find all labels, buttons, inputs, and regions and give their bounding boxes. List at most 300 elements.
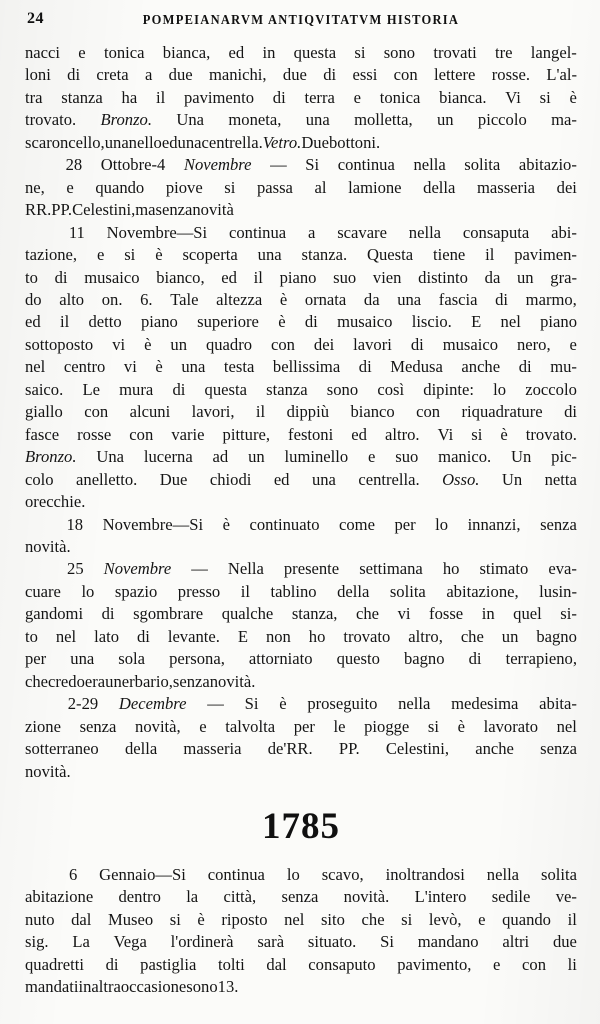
word: vien — [372, 267, 402, 287]
word: per — [25, 649, 47, 669]
text-block-upper — [25, 42, 577, 783]
word: attorniato — [248, 649, 313, 669]
word: senza — [540, 514, 577, 534]
text-line — [25, 334, 577, 356]
word: Museo — [107, 909, 154, 929]
word: stanza — [61, 87, 103, 107]
word: zione — [25, 716, 61, 736]
word: nella — [408, 222, 442, 242]
word: quadretti — [25, 954, 84, 974]
word: manichi, — [208, 65, 267, 85]
word: della — [124, 739, 158, 759]
word: di — [136, 626, 150, 646]
word: ha — [121, 87, 138, 107]
word: manico. — [438, 447, 492, 467]
word: presso — [177, 581, 221, 601]
word: a — [144, 65, 153, 85]
word: Novembre—Si — [102, 514, 204, 534]
word: era — [84, 671, 106, 691]
word: ho — [308, 626, 326, 646]
word: terrapieno, — [505, 649, 577, 669]
word: una — [397, 289, 422, 309]
emphasised-word: Osso. — [442, 469, 480, 489]
word: città, — [223, 887, 257, 907]
word: della — [423, 177, 456, 197]
word: nel — [556, 716, 577, 736]
word: dal — [71, 909, 92, 929]
word: nel — [500, 312, 521, 332]
word: della — [337, 581, 370, 601]
word: da — [484, 267, 501, 287]
word: è — [500, 424, 508, 444]
text-line — [25, 954, 577, 976]
word: novità. — [343, 887, 390, 907]
text-line — [25, 267, 577, 289]
word: superiore — [197, 312, 259, 332]
word: si — [169, 909, 181, 929]
word: Le — [82, 379, 100, 399]
journal-entry — [25, 514, 577, 559]
word: nel — [55, 626, 77, 646]
word: lavori, — [191, 402, 235, 422]
word: di — [105, 954, 119, 974]
word: ed — [161, 132, 178, 152]
word: Si — [305, 155, 320, 175]
running-head-title: POMPEIANARVM ANTIQVITATVM HISTORIA — [142, 12, 460, 28]
word: Vi — [505, 87, 521, 107]
word: tonica — [379, 87, 421, 107]
word: 18 — [66, 514, 84, 534]
word: levò, — [428, 909, 462, 929]
word: erbario, — [121, 671, 173, 691]
word: nel — [284, 909, 305, 929]
word: rosse — [77, 424, 112, 444]
word: Tale — [170, 289, 199, 309]
word: tonica — [103, 43, 145, 62]
word: varie — [171, 424, 205, 444]
word: che — [460, 626, 484, 646]
word: ed — [228, 43, 245, 62]
word: 6. — [140, 289, 153, 309]
word: il — [253, 267, 263, 287]
word: lucerna — [143, 447, 193, 467]
word: ed — [273, 469, 290, 489]
word: lato — [94, 626, 119, 646]
word: abita- — [539, 694, 577, 714]
word: 2-29 — [67, 694, 99, 714]
word: dei — [556, 177, 577, 197]
word: sedile — [491, 887, 531, 907]
word: e — [368, 447, 376, 467]
paragraph-indent — [25, 514, 47, 536]
word: con — [129, 424, 154, 444]
text-line — [25, 109, 577, 131]
page-number: 24 — [27, 10, 44, 27]
word: Novembre—Si — [106, 222, 208, 242]
word: marmo, — [525, 289, 577, 309]
word: senza — [281, 887, 319, 907]
word: si — [124, 245, 136, 265]
word: un — [105, 671, 122, 691]
word: dal — [266, 954, 287, 974]
word: molletta, — [354, 110, 413, 130]
paragraph-indent — [25, 693, 47, 715]
word: abitazio- — [518, 155, 577, 175]
text-line — [25, 558, 577, 580]
word: di — [518, 357, 532, 377]
word: RR. — [25, 200, 52, 220]
word: suo — [333, 267, 357, 287]
emphasised-word: Bronzo. — [100, 110, 152, 130]
word: quando — [502, 909, 551, 929]
text-line — [25, 648, 577, 670]
word: ed — [351, 424, 367, 444]
text-line — [25, 886, 577, 908]
word: ma — [135, 200, 156, 220]
word: masseria — [476, 177, 536, 197]
word: di — [272, 87, 286, 107]
word: e — [78, 43, 86, 62]
word: eva- — [548, 559, 577, 579]
word: per — [293, 716, 315, 736]
word: un — [517, 267, 534, 287]
word: ma- — [551, 110, 577, 130]
word: pic- — [551, 447, 577, 467]
word: è — [278, 312, 286, 332]
text-line — [25, 761, 577, 783]
word: nacci — [25, 43, 61, 62]
emphasised-word: Vetro. — [262, 132, 302, 152]
word: langel- — [530, 43, 577, 62]
word: è — [569, 87, 577, 107]
word: di — [101, 604, 115, 624]
word: L'al- — [546, 65, 577, 85]
word: nel — [25, 357, 46, 377]
word: testa — [223, 357, 255, 377]
word: sottoposto — [25, 334, 94, 354]
word: Vega — [113, 932, 147, 952]
word: questo — [336, 649, 380, 669]
word: zoccolo — [525, 379, 577, 399]
word: quadro — [205, 334, 253, 354]
text-line — [25, 356, 577, 378]
year-heading: 1785 — [262, 805, 340, 847]
word: nella — [398, 694, 431, 714]
word: continua — [229, 222, 287, 242]
word: 13. — [217, 977, 239, 997]
word: a — [307, 222, 316, 242]
word: da — [363, 289, 380, 309]
word: lo — [286, 864, 300, 884]
word: centro — [63, 357, 106, 377]
word: sito — [320, 909, 345, 929]
word: — — [191, 559, 208, 579]
text-line — [25, 154, 577, 176]
word: vi — [397, 604, 411, 624]
word: riquadrature — [461, 402, 543, 422]
word: una — [311, 469, 336, 489]
word: è — [279, 289, 288, 309]
word: pavimento, — [397, 954, 472, 974]
paragraph-continuation — [25, 42, 577, 154]
word: mandati — [25, 977, 79, 997]
word: è — [222, 514, 230, 534]
word: una — [70, 649, 95, 669]
word: musaico — [337, 312, 393, 332]
word: tre — [494, 43, 513, 62]
word: PP. — [338, 739, 360, 759]
word: essi — [352, 65, 378, 85]
word: sono — [326, 379, 359, 399]
word: e — [569, 334, 577, 354]
word: di — [564, 402, 577, 422]
word: pavimen- — [514, 245, 577, 265]
word: E — [237, 626, 248, 646]
word: e — [353, 87, 361, 107]
text-line — [25, 931, 577, 953]
word: anelletto. — [76, 469, 138, 489]
word: piccolo — [477, 110, 527, 130]
word: cuare — [25, 581, 61, 601]
word: bagno — [536, 626, 577, 646]
word: trovato. — [525, 424, 577, 444]
word: trovati — [433, 43, 477, 62]
word: L'intero — [414, 887, 467, 907]
word: anche — [475, 739, 514, 759]
word: Vi — [437, 424, 454, 444]
word: stanza. — [301, 245, 348, 265]
text-line — [25, 603, 577, 625]
word: di — [468, 649, 482, 669]
word: dei — [313, 334, 335, 354]
text-line — [25, 132, 577, 154]
word: Si — [244, 694, 259, 714]
text-line — [25, 379, 577, 401]
text-line — [25, 864, 577, 886]
word: pavimento — [183, 87, 254, 107]
word: si — [224, 177, 236, 197]
word: masseria — [183, 739, 242, 759]
word: abitazione, — [446, 581, 519, 601]
word: è — [457, 716, 465, 736]
word: che — [356, 604, 380, 624]
word: sgombrare — [133, 604, 204, 624]
word: come — [339, 514, 375, 534]
word: riposto — [221, 909, 268, 929]
word: terra — [304, 87, 335, 107]
word: si — [539, 87, 551, 107]
word: con — [84, 402, 109, 422]
word: tolti — [218, 954, 245, 974]
word: lusin- — [539, 581, 577, 601]
journal-entry — [25, 222, 577, 514]
page-content — [25, 0, 577, 999]
word: tablino — [270, 581, 317, 601]
word: sarà — [257, 932, 285, 952]
word: che — [25, 671, 49, 691]
word: passa — [256, 177, 293, 197]
word: continua — [207, 864, 265, 884]
word: di — [304, 312, 318, 332]
word: senza — [155, 200, 193, 220]
word: piove — [165, 177, 203, 197]
word: fosse — [429, 604, 464, 624]
word: Nella — [227, 559, 264, 579]
word: PP. — [51, 200, 73, 220]
word: e — [199, 716, 207, 736]
word: piano — [540, 312, 577, 332]
word: colo — [25, 469, 54, 489]
word: centrella. — [358, 469, 420, 489]
word: scavare — [337, 222, 387, 242]
word: in — [78, 977, 92, 997]
word: ed — [25, 312, 41, 332]
text-line — [25, 909, 577, 931]
text-line — [25, 491, 577, 513]
word: creta — [96, 65, 129, 85]
word: novità, — [135, 716, 181, 736]
word: alcuni — [129, 402, 171, 422]
word: fascia — [438, 289, 478, 309]
word: lavorato — [483, 716, 538, 736]
word: de'RR. — [267, 739, 313, 759]
word: bottoni. — [328, 132, 381, 152]
word: stimato — [479, 559, 529, 579]
word: un — [248, 447, 265, 467]
text-line — [25, 581, 577, 603]
word: to — [25, 626, 38, 646]
word: Una — [96, 447, 124, 467]
text-line — [25, 469, 577, 491]
word: un — [104, 132, 122, 152]
emphasised-word: Novembre — [103, 559, 172, 579]
word: tazione, — [25, 245, 78, 265]
word: scoperta — [182, 245, 238, 265]
word: giallo — [25, 402, 63, 422]
word: un — [170, 334, 187, 354]
word: si — [427, 716, 439, 736]
word: scaroncello, — [25, 132, 105, 152]
word: solita — [389, 581, 426, 601]
word: spazio — [114, 581, 158, 601]
word: bianca. — [439, 87, 487, 107]
word: bagno — [403, 649, 445, 669]
journal-entry — [25, 154, 577, 221]
word: una — [177, 132, 202, 152]
word: in — [262, 43, 276, 62]
word: con — [522, 954, 547, 974]
word: scavo, — [321, 864, 364, 884]
word: 28 — [65, 155, 83, 175]
word: una — [181, 357, 206, 377]
word: — — [207, 694, 224, 714]
journal-entry — [25, 693, 577, 783]
word: è — [197, 909, 205, 929]
word: la — [186, 887, 199, 907]
text-line — [25, 693, 577, 715]
word: sono — [186, 977, 218, 997]
word: settimana — [359, 559, 423, 579]
word: con — [393, 65, 418, 85]
text-line — [25, 42, 577, 64]
word: Due — [301, 132, 329, 152]
word: gandomi — [25, 604, 84, 624]
word: E — [471, 312, 482, 332]
word: levante. — [167, 626, 220, 646]
word: solita — [540, 864, 577, 884]
word: quel — [513, 604, 542, 624]
word: loni — [25, 65, 51, 85]
text-line — [25, 199, 577, 221]
word: Medusa — [390, 357, 443, 377]
word: nero, — [516, 334, 551, 354]
word: il — [240, 581, 250, 601]
emphasised-word: Novembre — [183, 155, 252, 175]
word: ad — [212, 447, 229, 467]
word: qualche — [221, 604, 274, 624]
word: si — [401, 909, 413, 929]
text-line — [25, 87, 577, 109]
word: lo — [493, 379, 507, 399]
word: e — [478, 909, 486, 929]
word: bianco, — [156, 267, 205, 287]
word: di — [54, 267, 68, 287]
word: altra — [91, 977, 121, 997]
word: lettere — [433, 65, 476, 85]
word: quando — [95, 177, 145, 197]
word: Questa — [367, 245, 414, 265]
word: senza — [540, 739, 577, 759]
word: bianco — [350, 402, 395, 422]
word: non — [265, 626, 291, 646]
word: il — [567, 909, 577, 929]
word: dentro — [118, 887, 161, 907]
word: moneta, — [228, 110, 282, 130]
word: La — [72, 932, 90, 952]
word: talvolta — [225, 716, 276, 736]
word: continuato — [249, 514, 320, 534]
word: netta — [544, 469, 577, 489]
text-block-lower — [25, 864, 577, 999]
word: continua — [337, 155, 395, 175]
word: due — [552, 932, 577, 952]
word: che — [361, 909, 385, 929]
word: il — [255, 402, 266, 422]
word: li — [567, 954, 577, 974]
word: e — [493, 954, 501, 974]
word: due — [282, 65, 307, 85]
word: do — [25, 289, 42, 309]
word: stanza, — [291, 604, 338, 624]
word: sono — [383, 43, 416, 62]
word: altro, — [408, 626, 443, 646]
word: con — [270, 334, 295, 354]
word: centrella. — [201, 132, 263, 152]
word: è — [144, 334, 152, 354]
word: bianca, — [162, 43, 211, 62]
word: gra- — [550, 267, 577, 287]
emphasised-word: Bronzo. — [25, 447, 77, 467]
text-line — [25, 536, 577, 558]
word: novità — [192, 200, 234, 220]
word: solita — [464, 155, 501, 175]
word: e — [66, 177, 74, 197]
word: il — [155, 87, 166, 107]
word: nuto — [25, 909, 55, 929]
word: luminello — [284, 447, 349, 467]
paragraph-indent — [25, 864, 47, 886]
word: si — [354, 43, 366, 62]
